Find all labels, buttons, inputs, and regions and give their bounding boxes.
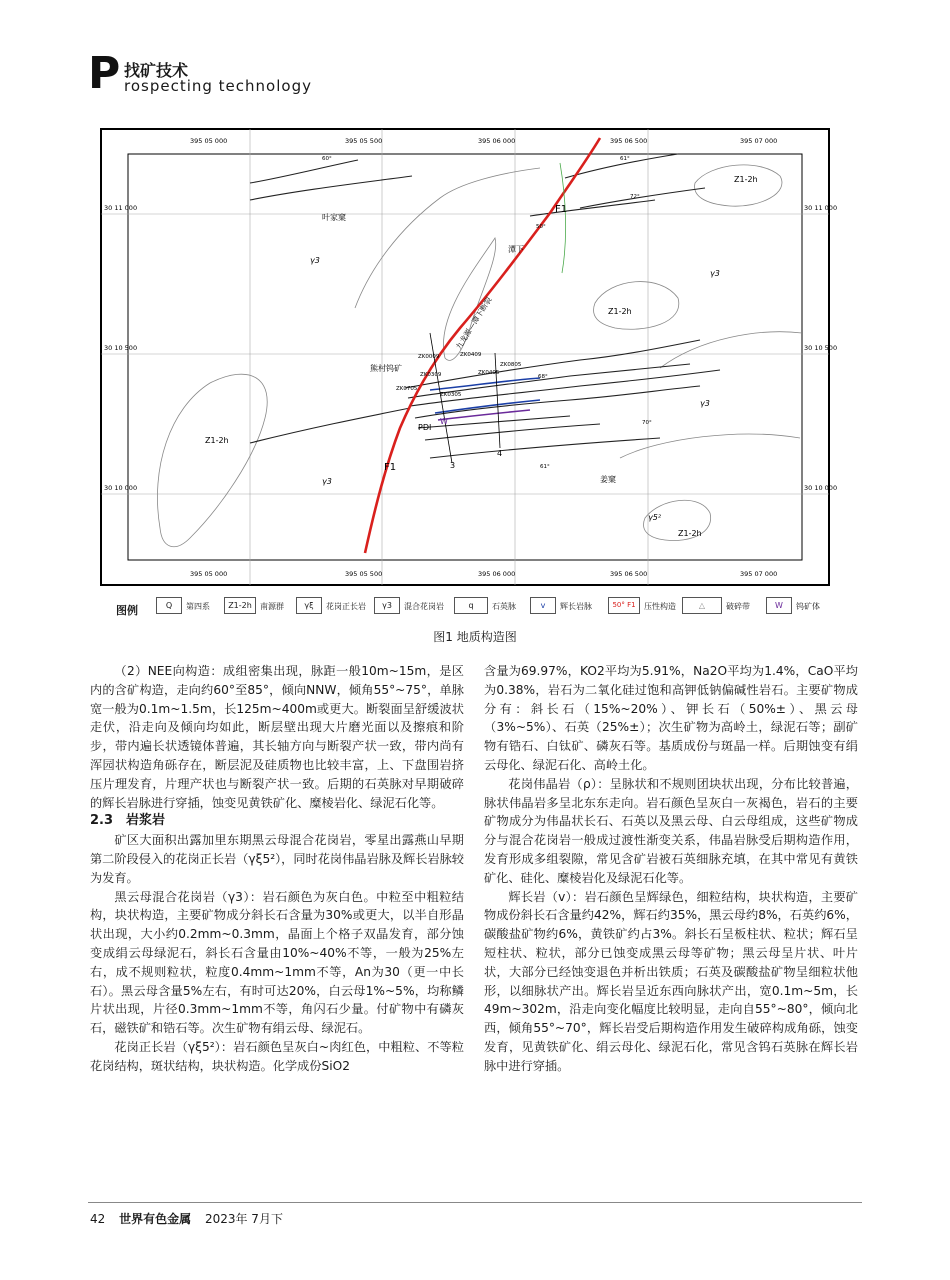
svg-text:30 10 000: 30 10 000 [804, 484, 838, 492]
vein-w: W [440, 417, 448, 426]
legend-title: 图例 [116, 604, 138, 617]
drill-zk0305: ZK0305 [440, 392, 462, 398]
page-number: 42 [90, 1212, 106, 1226]
drill-zk0409: ZK0409 [460, 352, 482, 358]
drill-zk0309: ZK0309 [420, 372, 442, 378]
angle-3: 72° [630, 194, 640, 200]
para-granite-syenite: 花岗正长岩（γξ5²）：岩石颜色呈灰白~肉红色，中粗粒、不等粒花岗结构，斑状结构，块状构造。化学成份SiO2 [90, 1039, 464, 1073]
fault-name: 九龙源—潭下断裂 [454, 295, 494, 352]
geological-map [100, 128, 838, 586]
svg-text:Z1-2h: Z1-2h [734, 175, 758, 184]
svg-text:F1: F1 [384, 462, 397, 473]
para-gabbro: 辉长岩（v）：岩石颜色呈辉绿色，细粒结构，块状构造，主要矿物成份斜长石含量约42%，辉石约35%，黑云母约8%，石英约6%，碳酸盐矿物约6%，黄铁矿约占3%。斜长石呈板柱状、粒状；辉石呈短柱状、粒状，部分已蚀变成黑云母等矿物；黑云母呈片状、叶片状，大部分已经蚀变退色并析出铁质；石英及碳酸盐矿物呈细粒状他形，以细脉状产出。辉长岩呈近东西向脉状产出，宽0.1m~5m，长49m~302m，沿走向变化幅度比较明显，走向自55°~80°，倾向北西，倾角55°~70°，辉长岩受后期构造作用发生破碎构成角砾，蚀变发育，见黄铁矿化、绢云母化、绿泥石化，常见含钨石英脉在辉长岩脉中进行穿插。 [484, 889, 858, 1073]
unit-gamma3: γ3 [310, 256, 320, 265]
section-title-cn: 找矿技术 [124, 61, 189, 80]
footer-divider [88, 1202, 862, 1203]
top-coord-1: 395 05 000 [190, 137, 228, 145]
unit-gxi: γ5² [648, 513, 662, 522]
legend-symbol-tungsten: W [766, 597, 792, 614]
drill-zk0405: ZK0405 [478, 370, 500, 376]
svg-text:γ3: γ3 [700, 399, 710, 408]
legend-label-z: 南源群 [260, 602, 284, 611]
top-coord-3: 395 06 000 [478, 137, 516, 145]
para-biotite-granite: 黑云母混合花岗岩（γ3）：岩石颜色为灰白色。中粒至中粗粒结构，块状构造，主要矿物成分斜长石含量为30%或更大，以半自形晶状出现，大小约0.2mm~0.3mm，晶面上个格子双晶发育，部分蚀变成绢云母绿泥石，斜长石含量由10%~40%不等，一般为25%左右，成不规则粒状，粒度0.4mm~1mm不等，An为30（更一中长石）。黑云母含量5%左右，有时可达20%，白云母1%~5%，均称鳞片状出现，片径0.3mm~1mm不等，角闪石少量。付矿物中有磷灰石，磁铁矿和锆石等。次生矿物有绢云母、绿泥石。 [90, 889, 464, 1036]
section-4: 4 [497, 449, 503, 458]
angle-6: 70° [642, 420, 652, 426]
angle-4: 50° [536, 224, 546, 230]
angle-2: 61° [620, 156, 630, 162]
legend-symbol-compress: 50° F1 [608, 597, 640, 614]
svg-text:395 05 000: 395 05 000 [190, 570, 228, 578]
place-yejiake: 叶家窠 [322, 213, 346, 222]
left-column [90, 662, 464, 1076]
top-coord-2: 395 05 500 [345, 137, 383, 145]
svg-text:395 07 000: 395 07 000 [740, 570, 778, 578]
legend-symbol-z: Z1-2h [224, 597, 256, 614]
para-magmatic-intro: 矿区大面积出露加里东期黑云母混合花岗岩，零星出露燕山早期第二阶段侵入的花岗正长岩（γξ5²），同时花岗伟晶岩脉及辉长岩脉较为发育。 [90, 833, 464, 885]
legend-label-compress: 压性构造 [644, 602, 676, 611]
svg-text:γ3: γ3 [710, 269, 720, 278]
map-legend [116, 597, 856, 619]
drill-zk0009: ZK0009 [418, 354, 440, 360]
section-title-en: rospecting technology [124, 77, 312, 95]
section-heading-magmatic: 2.3 岩浆岩 [90, 813, 166, 829]
journal-name: 世界有色金属 [119, 1212, 192, 1226]
svg-text:395 05 500: 395 05 500 [345, 570, 383, 578]
legend-label-quartz: 石英脉 [492, 602, 516, 611]
fault-label-f1: F1 [555, 204, 568, 215]
legend-label-g3: 混合花岗岩 [404, 602, 444, 611]
legend-label-tungsten: 钨矿体 [796, 602, 820, 611]
legend-label-fracture: 破碎带 [726, 602, 750, 611]
right-column [484, 662, 858, 1076]
legend-symbol-fracture: △ [682, 597, 722, 614]
section-3: 3 [450, 461, 456, 470]
legend-symbol-gabbro: v [530, 597, 556, 614]
angle-7: 61° [540, 464, 550, 470]
drill-zk0705: ZK0705 [396, 386, 418, 392]
legend-symbol-quartz: q [454, 597, 488, 614]
svg-text:395 06 500: 395 06 500 [610, 570, 648, 578]
legend-symbol-gxi: γξ [296, 597, 322, 614]
left-coord-3: 30 10 000 [104, 484, 138, 492]
drill-zk0805: ZK0805 [500, 362, 522, 368]
place-xiongcun: 熊村钨矿 [370, 364, 402, 373]
legend-label-gabbro: 辉长岩脉 [560, 602, 592, 611]
para-pegmatite: 花岗伟晶岩（ρ）：呈脉状和不规则团块状出现，分布比较普遍，脉状伟晶岩多呈北东东走向。岩石颜色呈灰白一灰褐色，岩石的主要矿物成分为伟晶状长石、石英以及黑云母、白云母组成，这些矿物成分与混合花岗岩一般成过渡性渐变关系，伟晶岩脉受后期构造作用，发育形成多组裂隙，常见含矿岩被石英细脉充填，在其中常见有黄铁矿化、硅化、糜棱岩化及绿泥石化等。 [484, 776, 858, 885]
angle-5: 68° [538, 374, 548, 380]
top-coord-5: 395 07 000 [740, 137, 778, 145]
svg-text:395 06 000: 395 06 000 [478, 570, 516, 578]
legend-symbol-g3: γ3 [374, 597, 400, 614]
issue-date: 2023年 7月下 [204, 1212, 283, 1226]
left-coord-1: 30 11 000 [104, 204, 138, 212]
logo-letter: P [88, 48, 121, 99]
place-tanxia: 潭下 [508, 245, 524, 254]
figure-caption: 图1 地质构造图 [433, 630, 517, 644]
top-coord-4: 395 06 500 [610, 137, 648, 145]
legend-symbol-q: Q [156, 597, 182, 614]
vein-pdi: PDI [418, 423, 432, 432]
legend-label-gxi: 花岗正长岩 [326, 602, 366, 611]
svg-text:γ3: γ3 [322, 477, 332, 486]
svg-text:Z1-2h: Z1-2h [205, 436, 229, 445]
page-footer [90, 1210, 283, 1227]
unit-z12h: Z1-2h [608, 307, 632, 316]
place-jiangke: 姜窠 [600, 475, 616, 484]
svg-text:30 11 000: 30 11 000 [804, 204, 838, 212]
angle-1: 60° [322, 156, 332, 162]
svg-text:30 10 500: 30 10 500 [804, 344, 838, 352]
svg-text:Z1-2h: Z1-2h [678, 529, 702, 538]
left-coord-2: 30 10 500 [104, 344, 138, 352]
para-chem-composition: 含量为69.97%，KO2平均为5.91%，Na2O平均为1.4%，CaO平均为0.38%，岩石为二氧化硅过饱和高钾低钠偏碱性岩石。主要矿物成分有：斜长石（15%~20%）、钾长石（50%±）、黑云母（3%~5%）、石英（25%±）；次生矿物为高岭土，绿泥石等；副矿物有锆石、白钛矿、磷灰石等。基质成份与斑晶一样。后期蚀变有绢云母化、绿泥石化、高岭土化。 [484, 664, 858, 772]
legend-label-q: 第四系 [186, 602, 210, 611]
para-nee-structure: （2）NEE向构造：成组密集出现，脉距一般10m~15m，是区内的含矿构造，走向约60°至85°，倾向NNW，倾角55°~75°，单脉宽一般为0.1m~1.5m，长125m~400m或更大。断裂面呈舒缓波状走伏，沿走向及倾向均如此，断层壁出现大片磨光面以及擦痕和阶步，带内遍长状透镜体普遍，其长轴方向与断裂产状一致，带内尚有浑园状构造角砾存在，断层泥及硅质物也比较丰富，上、下盘围岩挤压片理发育，片理产状也与断裂产状一致。后期的石英脉对早期破碎的辉长岩脉进行穿插，蚀变见黄铁矿化、糜棱岩化、绿泥石化等。 [90, 664, 464, 810]
